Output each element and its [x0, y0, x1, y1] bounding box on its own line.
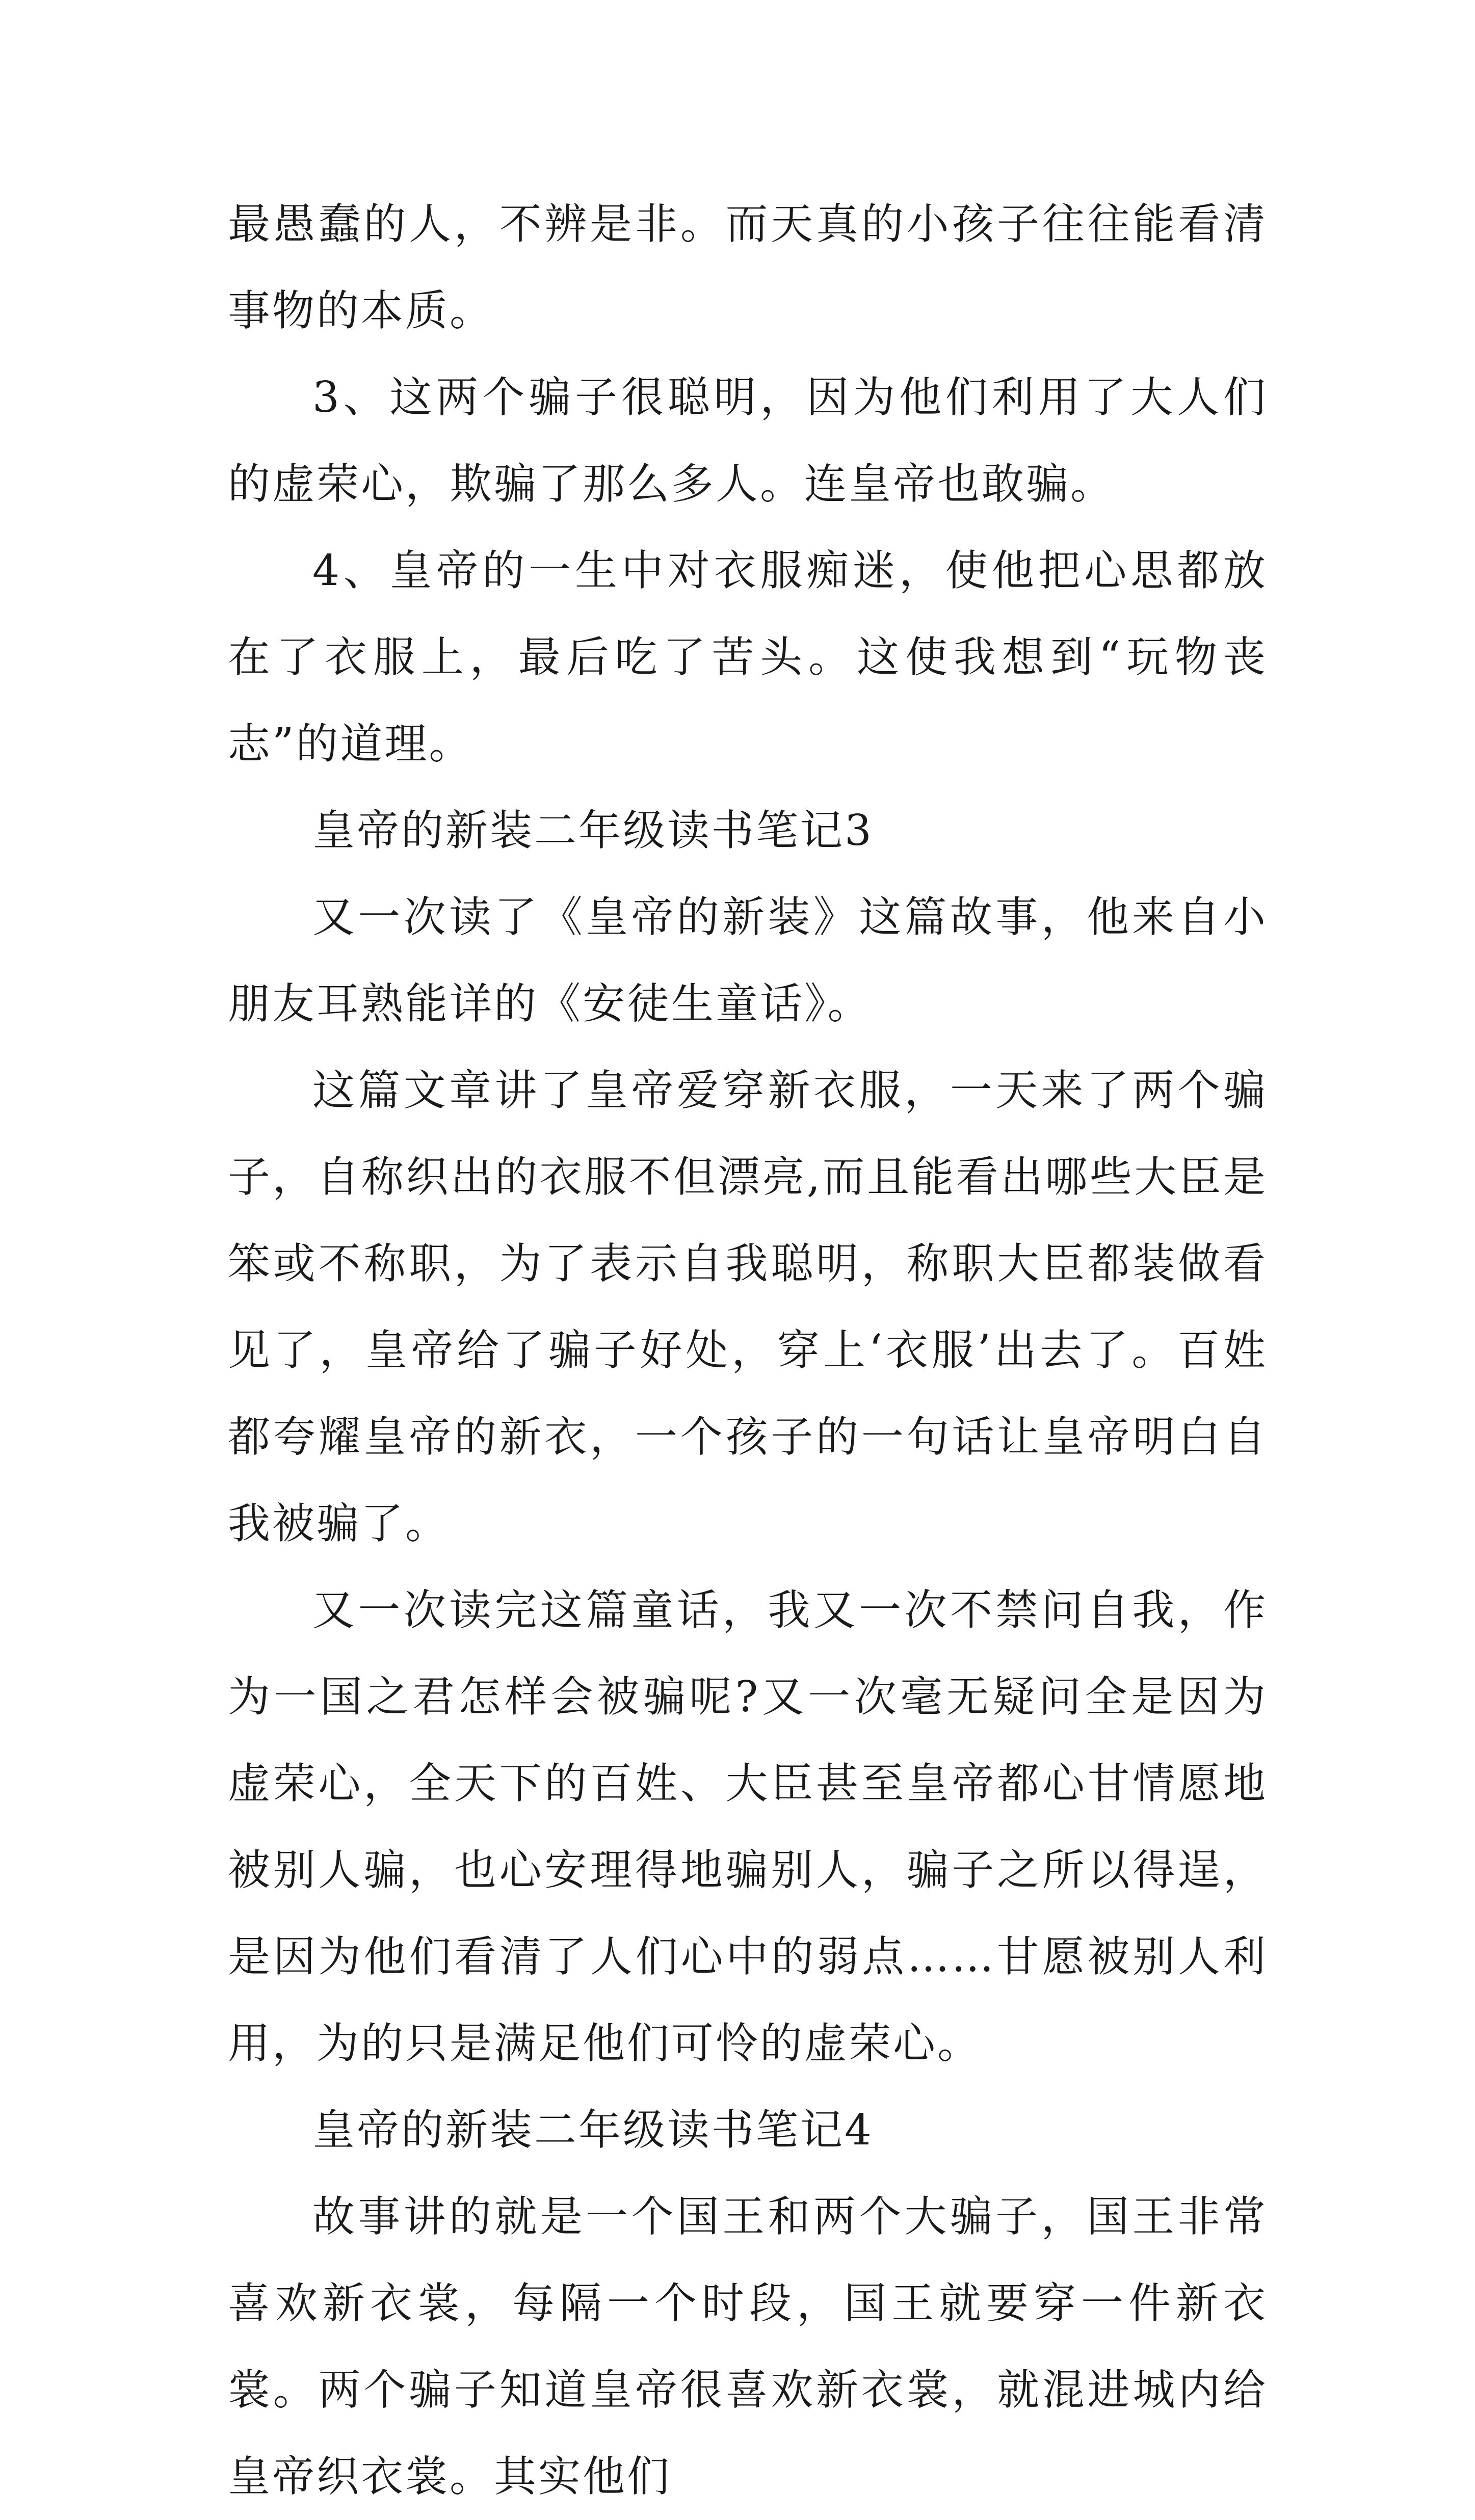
paragraph-point-3: 3、这两个骗子很聪明，因为他们利用了大人们的虚荣心，欺骗了那么多人。连皇帝也敢骗。	[228, 373, 1268, 509]
body-text	[228, 181, 1268, 2520]
paragraph-summary: 这篇文章讲了皇帝爱穿新衣服，一天来了两个骗子，自称织出的衣服不但漂亮,而且能看出哪些大臣是笨或不称职，为了表示自我聪明，称职大臣都装做看见了，皇帝给了骗子好处，穿上‘衣服’出去了。百姓都夸耀皇帝的新衣，一个孩子的一句话让皇帝明白自我被骗了。	[228, 1066, 1268, 1548]
paragraph-continuation: 最愚蠢的人，不辨是非。而天真的小孩子往往能看清事物的本质。	[228, 199, 1268, 335]
paragraph-point-4: 4、皇帝的一生中对衣服痴迷，使他把心思都放在了衣服上，最后吃了苦头。这使我想到“玩物丧志”的道理。	[228, 546, 1268, 768]
section-heading-4: 皇帝的新装二年级读书笔记4	[312, 2105, 874, 2155]
paragraph-reflection: 又一次读完这篇童话，我又一次不禁问自我，作为一国之君怎样会被骗呢?又一次毫无疑问全是因为虚荣心，全天下的百姓、大臣甚至皇帝都心甘情愿地被别人骗，也心安理得地骗别人，骗子之所以得逞，是因为他们看清了人们心中的弱点……甘愿被别人利用，为的只是满足他们可怜的虚荣心。	[228, 1585, 1268, 2068]
paragraph-story: 故事讲的就是一个国王和两个大骗子，国王非常喜欢新衣裳，每隔一个时段，国王就要穿一件新衣裳。两个骗子知道皇帝很喜欢新衣裳，就混进城内给皇帝织衣裳。其实他们	[228, 2192, 1268, 2501]
paragraph-intro: 又一次读了《皇帝的新装》这篇故事，他来自小朋友耳熟能详的《安徒生童话》。	[228, 892, 1268, 1028]
section-heading-3: 皇帝的新装二年级读书笔记3	[312, 806, 874, 855]
